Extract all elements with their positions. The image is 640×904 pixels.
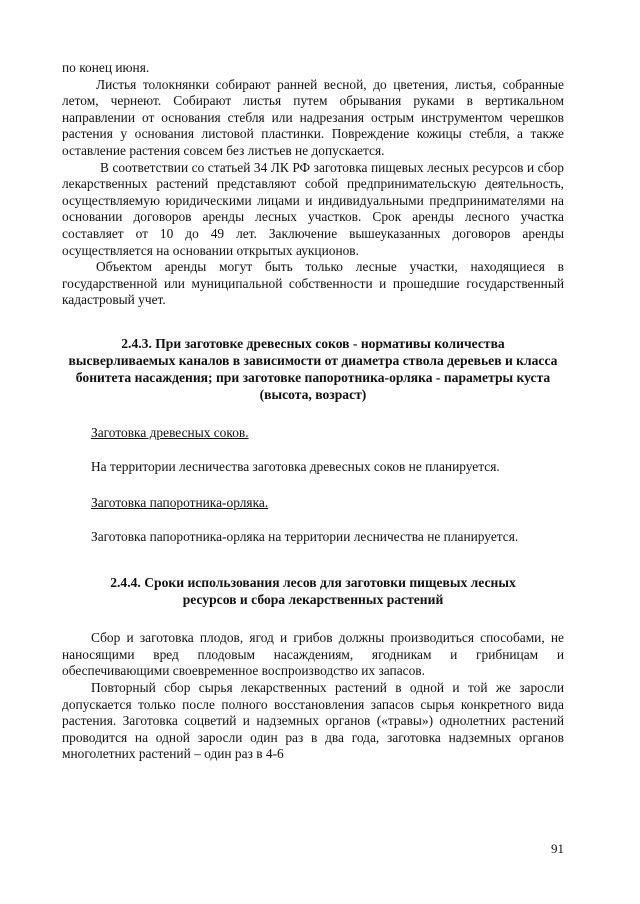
subheading-fern-harvest: Заготовка папоротника-орляка.: [91, 495, 269, 511]
section-heading-2-4-4: 2.4.4. Сроки использования лесов для заготовки пищевых лесных ресурсов и сбора лекарственных растений: [110, 575, 516, 608]
paragraph-lease-object: Объектом аренды могут быть только лесные участки, находящиеся в государственной или муниципальной собственности и прошедшие государственный кадастровый учет.: [62, 259, 564, 308]
subheading-sap-harvest: Заготовка древесных соков.: [91, 424, 249, 440]
paragraph-berries-mushrooms: Сбор и заготовка плодов, ягод и грибов должны производиться способами, не наносящими вред плодовым насаждениям, ягодникам и грибницам и обеспечивающими своевременное воспроизводство их запасов.: [62, 630, 564, 679]
paragraph-lease-law: В соответствии со статьей 34 ЛК РФ заготовка пищевых лесных ресурсов и сбор лекарственных растений представляют собой предпринимательскую деятельность, осуществляемую юридическими лицами и индивидуальными предпринимателями на основании договоров аренды лесных участков. Срок аренды лесного участка составляет от 10 до 49 лет. Заключение вышеуказанных договоров аренды осуществляется на основании открытых аукционов.: [62, 159, 564, 258]
paragraph-medicinal-plants: Повторный сбор сырья лекарственных растений в одной и той же заросли допускается только после полного восстановления запасов сырья конкретного вида растения. Заготовка соцветий и надземных органов («травы») однолетних растений проводится на одной заросли один раз в два года, заготовка надземных органов многолетних растений – один раз в 4-6: [62, 680, 564, 762]
document-page: [62, 60, 564, 763]
paragraph-continuation: по конец июня.: [62, 60, 150, 75]
paragraph-bearberry-leaves: Листья толокнянки собирают ранней весной, до цветения, листья, собранные летом, чернеют. Собирают листья путем обрывания руками в вертикальном направлении от основания стебля или надрезания острым инструментом черешков растения у основания листовой пластинки. Повреждение кожицы стебля, а также оставление растения совсем без листьев не допускается.: [62, 76, 564, 158]
paragraph-fern-harvest: Заготовка папоротника-орляка на территории лесничества не планируется.: [91, 528, 519, 544]
section-heading-2-4-3: 2.4.3. При заготовке древесных соков - нормативы количества высверливаемых каналов в зависимости от диаметра ствола деревьев и класса бонитета насаждения; при заготовке папоротника-орляка - параметры куста (высота, возраст): [68, 335, 558, 402]
page-number: 91: [551, 841, 564, 856]
paragraph-sap-harvest: На территории лесничества заготовка древесных соков не планируется.: [91, 458, 500, 474]
